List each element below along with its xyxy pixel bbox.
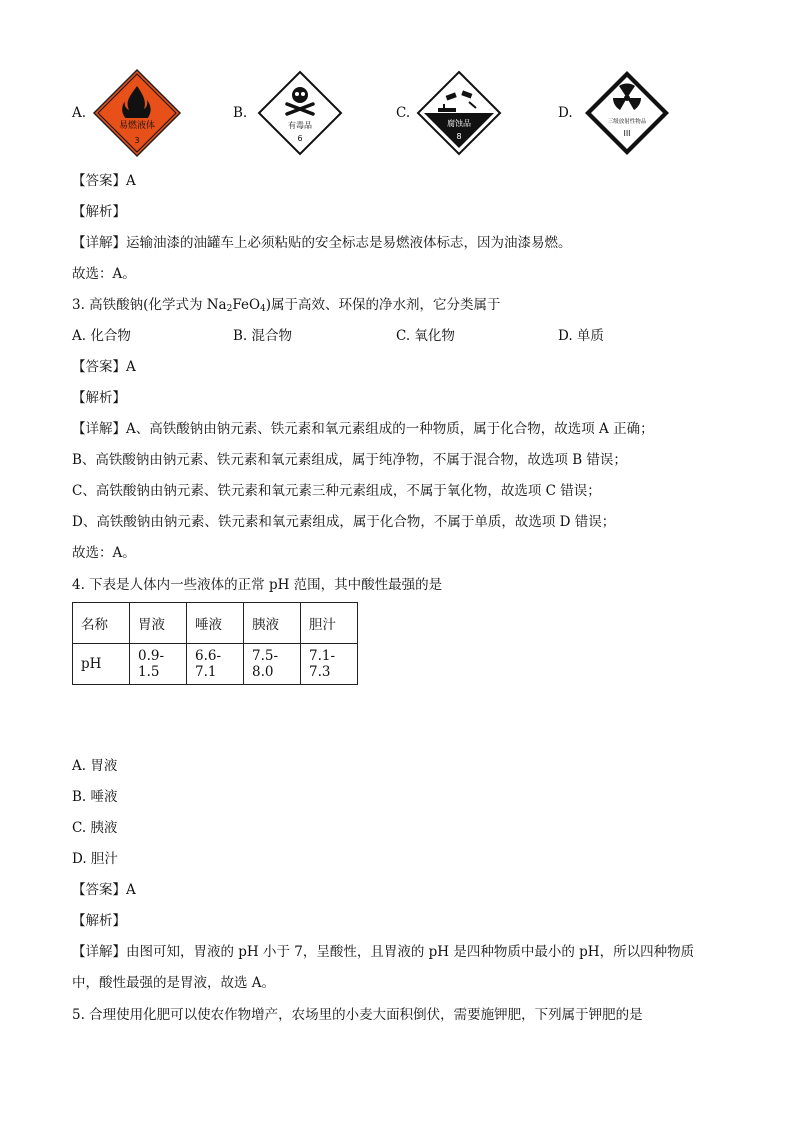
option-d: D. 单质 bbox=[558, 328, 604, 344]
ph-table bbox=[72, 602, 358, 685]
q4-option-d: D. 胆汁 bbox=[72, 851, 118, 867]
option-d-label: D. bbox=[558, 105, 573, 121]
detail-tag: 【详解】 bbox=[72, 235, 126, 251]
q4-option-a: A. 胃液 bbox=[72, 758, 118, 774]
flammable-liquid-sign bbox=[92, 68, 182, 158]
q2-detail bbox=[72, 234, 572, 252]
subscript-2: 4 bbox=[260, 304, 266, 314]
sign-text: 三级放射性物品 bbox=[607, 119, 647, 125]
corrosive-substance-sign bbox=[414, 68, 504, 158]
question-text-1: 3. 高铁酸钠(化学式为 Na bbox=[72, 297, 227, 313]
option-a-label: A. bbox=[72, 105, 87, 121]
answer-value: A bbox=[126, 173, 136, 189]
subscript-1: 2 bbox=[226, 304, 233, 314]
table-cell: 胆汁 bbox=[301, 603, 358, 644]
option-a: A. 化合物 bbox=[72, 328, 131, 344]
q3-detail-2: B、高铁酸钠由钠元素、铁元素和氧元素组成，属于纯净物，不属于混合物，故选项 B 错误； bbox=[72, 452, 627, 468]
sign-number: 3 bbox=[134, 136, 140, 145]
q4-detail-1 bbox=[72, 943, 694, 961]
q3-conclusion: 故选：A。 bbox=[72, 545, 136, 561]
q3-detail-3: C、高铁酸钠由钠元素、铁元素和氧元素三种元素组成，不属于氧化物，故选项 C 错误； bbox=[72, 483, 601, 499]
option-b-label: B. bbox=[233, 105, 248, 121]
answer-tag: 【答案】 bbox=[72, 882, 126, 898]
table-cell: 名称 bbox=[73, 603, 130, 644]
table-cell: 0.9-1.5 bbox=[130, 644, 187, 685]
table-cell: 7.1-7.3 bbox=[301, 644, 358, 685]
q3-question bbox=[72, 296, 501, 318]
option-c-label: C. bbox=[396, 105, 411, 121]
table-row bbox=[73, 644, 358, 685]
toxic-substance-sign bbox=[255, 68, 345, 158]
detail-tag: 【详解】 bbox=[72, 421, 126, 437]
answer-value: A bbox=[126, 882, 136, 898]
question-text-3: )属于高效、环保的净水剂，它分类属于 bbox=[265, 297, 501, 313]
question-text-2: FeO bbox=[232, 297, 261, 313]
sign-text: 腐蚀品 bbox=[447, 119, 471, 128]
table-cell: 6.6-7.1 bbox=[187, 644, 244, 685]
q3-options bbox=[72, 327, 722, 345]
detail-text: A、高铁酸钠由钠元素、铁元素和氧元素组成的一种物质，属于化合物，故选项 A 正确； bbox=[126, 421, 654, 437]
q3-detail-1 bbox=[72, 420, 654, 438]
q4-question: 4. 下表是人体内一些液体的正常 pH 范围，其中酸性最强的是 bbox=[72, 577, 443, 593]
sign-number: 8 bbox=[456, 132, 462, 141]
table-cell: pH bbox=[73, 644, 130, 685]
sign-number: 6 bbox=[297, 134, 303, 143]
answer-tag: 【答案】 bbox=[72, 359, 126, 375]
q2-conclusion: 故选：A。 bbox=[72, 266, 136, 282]
table-cell: 胰液 bbox=[244, 603, 301, 644]
table-cell: 7.5-8.0 bbox=[244, 644, 301, 685]
q4-option-c: C. 胰液 bbox=[72, 820, 118, 836]
option-b: B. 混合物 bbox=[233, 328, 293, 344]
option-c: C. 氧化物 bbox=[396, 328, 455, 344]
detail-text: 运输油漆的油罐车上必须粘贴的安全标志是易燃液体标志，因为油漆易燃。 bbox=[126, 235, 572, 251]
q4-option-b: B. 唾液 bbox=[72, 789, 118, 805]
answer-tag: 【答案】 bbox=[72, 173, 126, 189]
sign-text: 易燃液体 bbox=[118, 121, 156, 131]
q2-answer bbox=[72, 172, 136, 190]
q3-answer bbox=[72, 358, 136, 376]
q4-analysis-tag: 【解析】 bbox=[72, 913, 126, 929]
q2-analysis-tag: 【解析】 bbox=[72, 204, 126, 220]
sign-text: 有毒品 bbox=[288, 121, 312, 130]
detail-text: 由图可知，胃液的 pH 小于 7，呈酸性，且胃液的 pH 是四种物质中最小的 pH，所以四种物质 bbox=[126, 944, 695, 960]
radioactive-sign bbox=[582, 68, 672, 158]
q5-question: 5. 合理使用化肥可以使农作物增产，农场里的小麦大面积倒伏，需要施钾肥，下列属于钾肥的是 bbox=[72, 1007, 643, 1023]
q4-detail-2: 中，酸性最强的是胃液，故选 A。 bbox=[72, 975, 276, 991]
q4-answer bbox=[72, 881, 136, 899]
detail-tag: 【详解】 bbox=[72, 944, 126, 960]
sign-number: III bbox=[623, 129, 631, 138]
table-cell: 胃液 bbox=[130, 603, 187, 644]
q3-detail-4: D、高铁酸钠由钠元素、铁元素和氧元素组成，属于化合物，不属于单质，故选项 D 错误； bbox=[72, 514, 616, 530]
q3-analysis-tag: 【解析】 bbox=[72, 390, 126, 406]
table-cell: 唾液 bbox=[187, 603, 244, 644]
table-row bbox=[73, 603, 358, 644]
answer-value: A bbox=[126, 359, 136, 375]
